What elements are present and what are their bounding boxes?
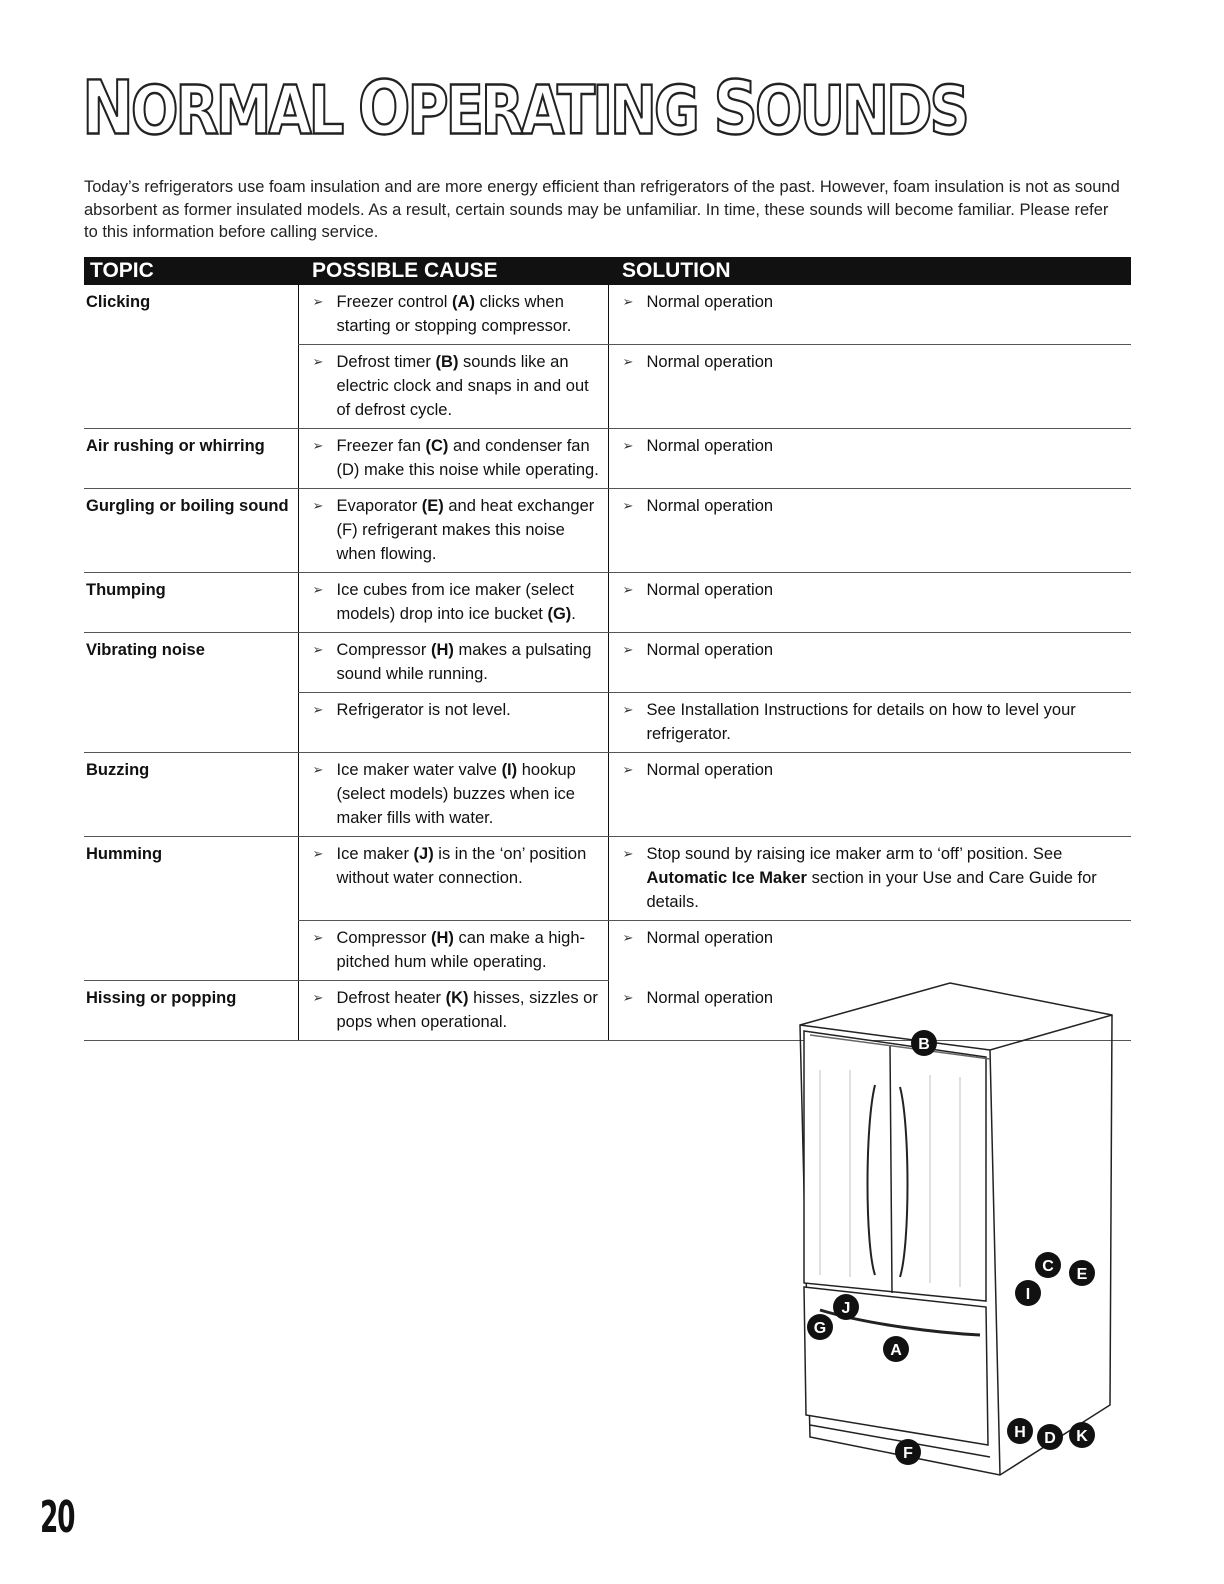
cause-cell xyxy=(298,573,608,633)
header-cause: POSSIBLE CAUSE xyxy=(298,257,608,285)
table-row xyxy=(84,573,1131,633)
cause-text: Ice maker water valve xyxy=(336,761,502,779)
solution-text: Normal operation xyxy=(646,353,774,371)
topic-label: Humming xyxy=(86,845,163,863)
solution-cell xyxy=(608,573,1131,633)
cause-text: Compressor xyxy=(336,641,431,659)
label-letter: F xyxy=(903,1445,913,1462)
bullet-arrow-icon: ➢ xyxy=(312,846,324,861)
label-letter: E xyxy=(1076,1266,1088,1283)
table-header xyxy=(84,257,1131,285)
solution-text: Normal operation xyxy=(646,437,774,455)
freezer-drawer xyxy=(804,1287,988,1445)
topic-cell xyxy=(84,429,298,489)
solution-text: Normal operation xyxy=(646,497,774,515)
cause-cell xyxy=(298,921,608,981)
solution-cell xyxy=(608,345,1131,429)
bullet-arrow-icon: ➢ xyxy=(312,642,324,657)
table-row xyxy=(84,837,1131,921)
diagram-label-c xyxy=(1035,1252,1061,1278)
topic-cell xyxy=(84,633,298,693)
topic-label: Buzzing xyxy=(86,761,150,779)
topic-cell xyxy=(84,489,298,573)
solution-cell xyxy=(608,693,1131,753)
topic-label: Vibrating noise xyxy=(86,641,205,659)
solution-text: Stop sound by raising ice maker arm to ‘off’ position. See xyxy=(646,845,1063,863)
solution-text-post: section in your Use and Care Guide for details. xyxy=(646,869,1097,911)
cause-text-post: hookup (select models) buzzes when ice maker fills with water. xyxy=(336,761,576,827)
cause-text: Defrost heater xyxy=(336,989,446,1007)
cause-text: Compressor xyxy=(336,929,431,947)
cause-cell xyxy=(298,981,608,1041)
label-letter: I xyxy=(1025,1286,1031,1303)
bullet-arrow-icon: ➢ xyxy=(622,354,634,369)
cause-text: Ice cubes from ice maker (select models) drop into ice bucket xyxy=(336,581,574,623)
solution-text: Normal operation xyxy=(646,988,774,1007)
cause-text: Freezer control xyxy=(336,293,453,311)
cause-text: Defrost timer xyxy=(336,353,436,371)
bullet-arrow-icon: ➢ xyxy=(312,990,324,1005)
cause-key: (H) xyxy=(430,641,454,659)
page-number: 20 xyxy=(40,1492,75,1543)
diagram-label-j xyxy=(833,1294,859,1320)
bullet-arrow-icon: ➢ xyxy=(622,702,634,717)
cause-text: Evaporator xyxy=(336,497,422,515)
fridge-doors xyxy=(804,1031,986,1301)
cause-cell xyxy=(298,633,608,693)
cause-text-post: sounds like an electric clock and snaps in and out of defrost cycle. xyxy=(336,353,589,419)
diagram-label-d xyxy=(1037,1424,1063,1450)
bullet-arrow-icon: ➢ xyxy=(312,762,324,777)
cause-cell xyxy=(298,489,608,573)
solution-bold-text: Automatic Ice Maker xyxy=(646,869,807,887)
header-solution: SOLUTION xyxy=(608,257,1131,285)
diagram-label-k xyxy=(1069,1422,1095,1448)
diagram-label-g xyxy=(807,1314,833,1340)
bullet-arrow-icon: ➢ xyxy=(622,930,634,945)
bullet-arrow-icon: ➢ xyxy=(622,989,634,1005)
table-row xyxy=(84,921,1131,981)
solution-text: See Installation Instructions for details on how to level your refrigerator. xyxy=(646,701,1076,743)
cause-text-post: clicks when starting or stopping compressor. xyxy=(336,293,572,335)
label-letter: H xyxy=(1014,1424,1026,1441)
label-letter: D xyxy=(1044,1430,1056,1447)
cause-cell xyxy=(298,285,608,345)
bullet-arrow-icon: ➢ xyxy=(312,930,324,945)
topic-cell xyxy=(84,981,298,1041)
solution-cell xyxy=(608,429,1131,489)
label-letter: J xyxy=(841,1300,851,1317)
label-letter: A xyxy=(890,1342,902,1359)
bullet-arrow-icon: ➢ xyxy=(312,498,324,513)
cause-key: (B) xyxy=(435,353,459,371)
cause-text-post: . xyxy=(571,605,576,623)
solution-cell xyxy=(608,753,1131,837)
cause-text-post: makes a pulsating sound while running. xyxy=(336,641,592,683)
cause-text-post: hisses, sizzles or pops when operational. xyxy=(336,989,598,1031)
bullet-arrow-icon: ➢ xyxy=(622,498,634,513)
cause-text: Ice maker xyxy=(336,845,414,863)
label-letter: G xyxy=(813,1320,827,1337)
topic-cell xyxy=(84,693,298,753)
diagram-label-h xyxy=(1007,1418,1033,1444)
cause-text: Refrigerator is not level. xyxy=(336,701,511,719)
cause-key: (K) xyxy=(445,989,469,1007)
bullet-arrow-icon: ➢ xyxy=(622,642,634,657)
solution-text: Normal operation xyxy=(646,581,774,599)
table-row xyxy=(84,285,1131,345)
label-letter: B xyxy=(918,1036,930,1053)
topic-label: Air rushing or whirring xyxy=(86,437,265,455)
topic-cell xyxy=(84,573,298,633)
topic-cell xyxy=(84,837,298,921)
solution-cell xyxy=(608,285,1131,345)
bullet-arrow-icon: ➢ xyxy=(312,582,324,597)
diagram-label-f xyxy=(895,1439,921,1465)
fridge-corner-edge xyxy=(990,1050,1000,1475)
solution-text: Normal operation xyxy=(646,929,774,947)
cause-text-post: and condenser fan (D) make this noise while operating. xyxy=(336,437,599,479)
cause-text-post: can make a high-pitched hum while operating. xyxy=(336,929,586,971)
page-title: NORMAL OPERATING SOUNDS xyxy=(82,64,967,152)
cause-cell xyxy=(298,429,608,489)
label-letter: K xyxy=(1076,1428,1088,1445)
bullet-arrow-icon: ➢ xyxy=(622,294,634,309)
topic-label: Thumping xyxy=(86,581,166,599)
table-row xyxy=(84,693,1131,753)
cause-text-post: is in the ‘on’ position without water connection. xyxy=(336,845,587,887)
header-topic: TOPIC xyxy=(84,257,298,285)
solution-cell xyxy=(608,921,1131,981)
bullet-arrow-icon: ➢ xyxy=(312,702,324,717)
bullet-arrow-icon: ➢ xyxy=(312,294,324,309)
table-row xyxy=(84,633,1131,693)
bullet-arrow-icon: ➢ xyxy=(622,762,634,777)
refrigerator-diagram xyxy=(790,975,1130,1495)
table-row xyxy=(84,345,1131,429)
cause-cell xyxy=(298,345,608,429)
diagram-label-a xyxy=(883,1336,909,1362)
cause-cell xyxy=(298,693,608,753)
solution-cell xyxy=(608,837,1131,921)
bullet-arrow-icon: ➢ xyxy=(622,846,634,861)
sounds-table xyxy=(84,257,1131,1041)
cause-text: Freezer fan xyxy=(336,437,426,455)
cause-text-post: and heat exchanger (F) refrigerant makes this noise when flowing. xyxy=(336,497,595,563)
cause-key: (A) xyxy=(452,293,475,311)
topic-label: Clicking xyxy=(86,293,151,311)
topic-cell xyxy=(84,921,298,981)
table-row xyxy=(84,429,1131,489)
solution-cell xyxy=(608,633,1131,693)
bullet-arrow-icon: ➢ xyxy=(312,354,324,369)
solution-text: Normal operation xyxy=(646,641,774,659)
cause-key: (J) xyxy=(413,845,434,863)
cause-cell xyxy=(298,837,608,921)
topic-cell xyxy=(84,345,298,429)
label-letter: C xyxy=(1042,1258,1054,1275)
bullet-arrow-icon: ➢ xyxy=(622,438,634,453)
topic-label: Gurgling or boiling sound xyxy=(86,497,289,515)
cause-key: (C) xyxy=(425,437,449,455)
cause-key: (H) xyxy=(430,929,454,947)
solution-text: Normal operation xyxy=(646,293,774,311)
solution-cell xyxy=(608,489,1131,573)
table-row xyxy=(84,753,1131,837)
topic-label: Hissing or popping xyxy=(86,989,237,1007)
solution-text: Normal operation xyxy=(646,761,774,779)
table-row xyxy=(84,489,1131,573)
cause-key: (I) xyxy=(501,761,518,779)
bullet-arrow-icon: ➢ xyxy=(622,582,634,597)
bullet-arrow-icon: ➢ xyxy=(312,438,324,453)
cause-key: (E) xyxy=(421,497,444,515)
diagram-label-b xyxy=(911,1030,937,1056)
topic-cell xyxy=(84,285,298,345)
cause-key: (G) xyxy=(547,605,572,623)
diagram-label-i xyxy=(1015,1280,1041,1306)
diagram-label-e xyxy=(1069,1260,1095,1286)
topic-cell xyxy=(84,753,298,837)
cause-cell xyxy=(298,753,608,837)
intro-paragraph: Today’s refrigerators use foam insulation and are more energy efficient than refrigerators of the past. However, foam insulation is not as sound absorbent as former insulated models. As a result, certain sounds may be unfamiliar. In time, these sounds will become familiar. Please refer to this information before calling service. xyxy=(84,178,1120,241)
